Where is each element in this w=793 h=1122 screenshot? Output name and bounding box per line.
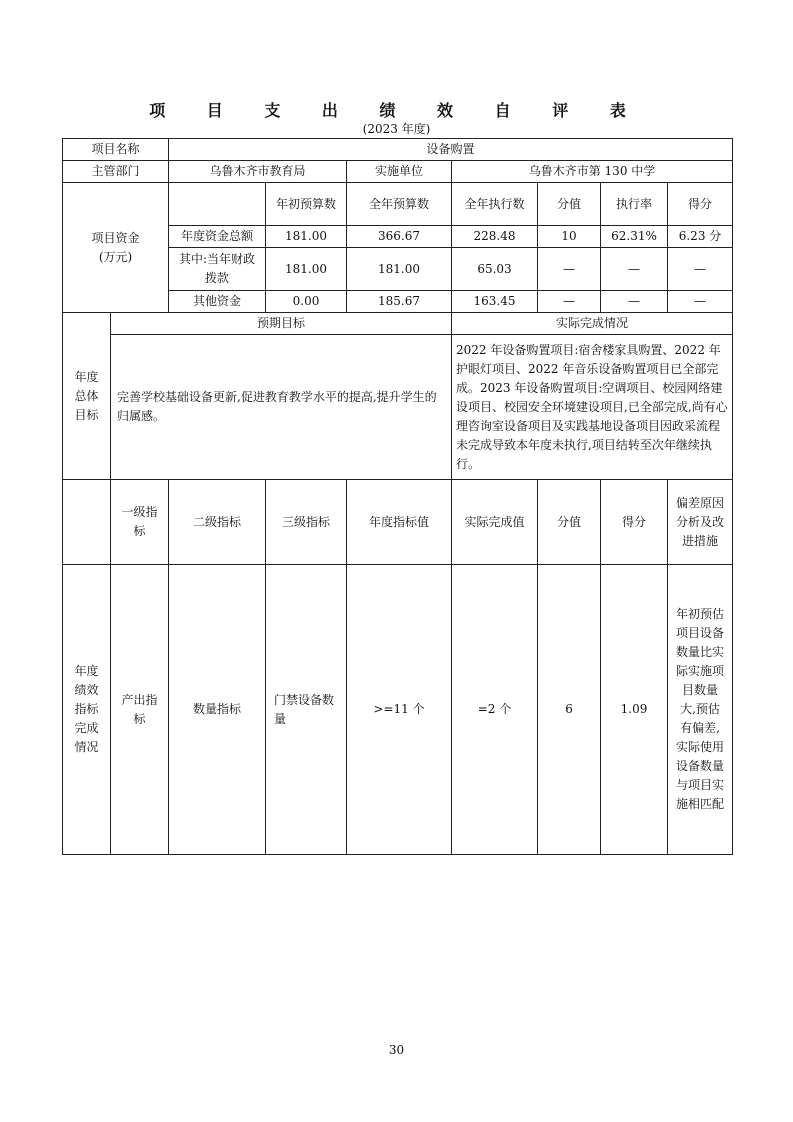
funds-cell: — bbox=[668, 248, 733, 291]
funds-cell: 181.00 bbox=[347, 248, 452, 291]
funds-cell: 181.00 bbox=[266, 226, 347, 248]
department-row bbox=[63, 161, 733, 183]
indicator-header-blank bbox=[63, 480, 111, 565]
page-title: 项 目 支 出 绩 效 自 评 表 bbox=[149, 101, 644, 120]
funds-cell: 366.67 bbox=[347, 226, 452, 248]
funds-unit: (万元) bbox=[98, 249, 133, 264]
department-value: 乌鲁木齐市教育局 bbox=[169, 161, 347, 183]
indicator-analysis: 年初预估项目设备数量比实际实施项目数量大,预估有偏差,实际使用设备数量与项目实施相匹配 bbox=[668, 565, 733, 855]
funds-cell: — bbox=[601, 248, 668, 291]
indicator-header-target: 年度指标值 bbox=[347, 480, 452, 565]
funds-row-label: 其中:当年财政拨款 bbox=[169, 248, 266, 291]
funds-header-executed: 全年执行数 bbox=[452, 183, 538, 226]
expected-goal-text: 完善学校基础设备更新,促进教育教学水平的提高,提升学生的归属感。 bbox=[111, 335, 452, 480]
overall-goal-label: 年度总体目标 bbox=[63, 313, 111, 480]
indicator-header-actual: 实际完成值 bbox=[452, 480, 538, 565]
performance-table bbox=[62, 138, 733, 855]
funds-header-row bbox=[63, 183, 733, 226]
indicator-level3: 门禁设备数量 bbox=[266, 565, 347, 855]
indicator-header-score: 得分 bbox=[601, 480, 668, 565]
indicator-header-level3: 三级指标 bbox=[266, 480, 347, 565]
funds-label bbox=[63, 183, 169, 313]
actual-completion-text: 2022 年设备购置项目:宿舍楼家具购置、2022 年护眼灯项目、2022 年音乐设备购置项目已全部完成。2023 年设备购置项目:空调项目、校园网络建设项目、校园安全环境建设项目,已全部完成,尚有心理咨询室设备项目及实践基地设备项目因政采流程未完成导致本年度未执行,项目结转至次年继续执行。 bbox=[452, 335, 733, 480]
page-number: 30 bbox=[388, 1043, 405, 1057]
expected-goal-header: 预期目标 bbox=[111, 313, 452, 335]
project-name-row bbox=[63, 139, 733, 161]
funds-row-label: 其他资金 bbox=[169, 291, 266, 313]
project-name-label: 项目名称 bbox=[63, 139, 169, 161]
funds-header-score-value: 分值 bbox=[538, 183, 601, 226]
overall-goal-header-row bbox=[63, 313, 733, 335]
indicator-header-score-value: 分值 bbox=[538, 480, 601, 565]
indicator-level1: 产出指标 bbox=[111, 565, 169, 855]
project-name-value: 设备购置 bbox=[169, 139, 733, 161]
actual-completion-header: 实际完成情况 bbox=[452, 313, 733, 335]
funds-cell: 6.23 分 bbox=[668, 226, 733, 248]
funds-header-annual-budget: 全年预算数 bbox=[347, 183, 452, 226]
funds-header-initial-budget: 年初预算数 bbox=[266, 183, 347, 226]
funds-header-execution-rate: 执行率 bbox=[601, 183, 668, 226]
indicator-section-label: 年度绩效指标完成情况 bbox=[63, 565, 111, 855]
page-subtitle: (2023 年度) bbox=[362, 122, 431, 136]
funds-cell: 163.45 bbox=[452, 291, 538, 313]
implementing-unit-value: 乌鲁木齐市第 130 中学 bbox=[452, 161, 733, 183]
funds-header-score: 得分 bbox=[668, 183, 733, 226]
indicator-target: >=11 个 bbox=[347, 565, 452, 855]
indicator-header-row bbox=[63, 480, 733, 565]
funds-row-label: 年度资金总额 bbox=[169, 226, 266, 248]
funds-cell: 185.67 bbox=[347, 291, 452, 313]
indicator-header-analysis: 偏差原因分析及改进措施 bbox=[668, 480, 733, 565]
funds-cell: 181.00 bbox=[266, 248, 347, 291]
indicator-header-level1: 一级指标 bbox=[111, 480, 169, 565]
funds-cell: — bbox=[538, 291, 601, 313]
funds-cell: — bbox=[538, 248, 601, 291]
overall-goal-content-row bbox=[63, 335, 733, 480]
indicator-level2: 数量指标 bbox=[169, 565, 266, 855]
indicator-score: 1.09 bbox=[601, 565, 668, 855]
indicator-score-value: 6 bbox=[538, 565, 601, 855]
implementing-unit-label: 实施单位 bbox=[347, 161, 452, 183]
funds-cell: — bbox=[601, 291, 668, 313]
funds-cell: 62.31% bbox=[601, 226, 668, 248]
indicator-header-level2: 二级指标 bbox=[169, 480, 266, 565]
funds-cell: 228.48 bbox=[452, 226, 538, 248]
indicator-row bbox=[63, 565, 733, 855]
funds-cell: 0.00 bbox=[266, 291, 347, 313]
funds-cell: — bbox=[668, 291, 733, 313]
funds-cell: 65.03 bbox=[452, 248, 538, 291]
funds-label-text: 项目资金 bbox=[91, 230, 140, 245]
funds-corner-cell bbox=[169, 183, 266, 226]
department-label: 主管部门 bbox=[63, 161, 169, 183]
indicator-actual: =2 个 bbox=[452, 565, 538, 855]
funds-cell: 10 bbox=[538, 226, 601, 248]
